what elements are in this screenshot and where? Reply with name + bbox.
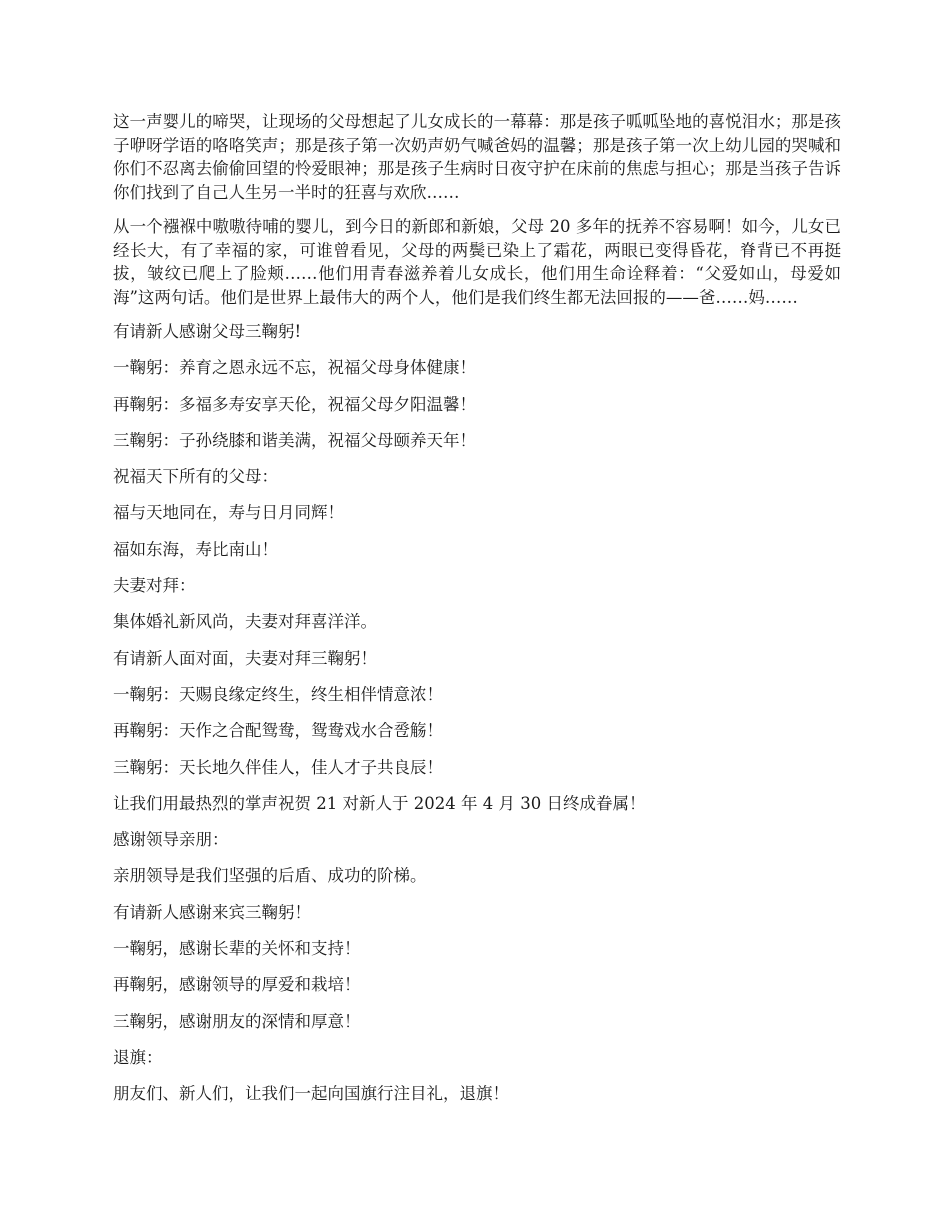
- section-heading: 退旗：: [113, 1047, 163, 1067]
- text-line: 集体婚礼新风尚，夫妻对拜喜洋洋。: [113, 612, 377, 632]
- text-line: 一鞠躬：天赐良缘定终生，终生相伴情意浓！: [113, 684, 443, 704]
- text-line: 有请新人感谢来宾三鞠躬！: [113, 902, 311, 922]
- section-heading: 夫妻对拜：: [113, 576, 196, 596]
- text-line: 福与天地同在，寿与日月同辉！: [113, 503, 344, 523]
- text-line: 朋友们、新人们，让我们一起向国旗行注目礼，退旗！: [113, 1084, 509, 1104]
- text-line: 再鞠躬：多福多寿安享天伦，祝福父母夕阳温馨！: [113, 394, 476, 414]
- text-line: 一鞠躬：养育之恩永远不忘，祝福父母身体健康！: [113, 358, 476, 378]
- text-line: 三鞠躬：子孙绕膝和谐美满，祝福父母颐养天年！: [113, 430, 476, 450]
- document-body: [113, 110, 841, 1119]
- text-line: 有请新人感谢父母三鞠躬!: [113, 322, 302, 341]
- paragraph-childhood-memories: 这一声婴儿的啼哭，让现场的父母想起了儿女成长的一幕幕：那是孩子呱呱坠地的喜悦泪水；那是孩子咿呀学语的咯咯笑声；那是孩子第一次奶声奶气喊爸妈的温馨；那是孩子第一次上幼儿园的哭喊和你们不忍离去偷偷回望的怜爱眼神；那是孩子生病时日夜守护在床前的焦虑与担心；那是当孩子告诉你们找到了自己人生另一半时的狂喜与欢欣……: [113, 112, 841, 202]
- text-line: 一鞠躬，感谢长辈的关怀和支持！: [113, 939, 361, 959]
- text-line: 有请新人面对面，夫妻对拜三鞠躬！: [113, 648, 377, 668]
- paragraph-parents-gratitude: 从一个襁褓中嗷嗷待哺的婴儿，到今日的新郎和新娘，父母 20 多年的抚养不容易啊！如今，儿女已经长大，有了幸福的家，可谁曾看见，父母的两鬓已染上了霜花，两眼已变得昏花，脊背已不再挺拔，皱纹已爬上了脸颊……他们用青春滋养着儿女成长，他们用生命诠释着：“父爱如山，母爱如海”这两句话。他们是世界上最伟大的两个人，他们是我们终生都无法回报的——爸……妈……: [113, 217, 841, 307]
- text-line: 三鞠躬：天长地久伴佳人，佳人才子共良辰！: [113, 757, 443, 777]
- text-line: 祝福天下所有的父母：: [113, 467, 278, 487]
- text-line: 亲朋领导是我们坚强的后盾、成功的阶梯。: [113, 866, 427, 886]
- text-line: 让我们用最热烈的掌声祝贺 21 对新人于 2024 年 4 月 30 日终成眷属！: [113, 793, 646, 813]
- section-heading: 感谢领导亲朋：: [113, 830, 229, 850]
- text-line: 三鞠躬，感谢朋友的深情和厚意！: [113, 1011, 361, 1031]
- text-line: 再鞠躬，感谢领导的厚爱和栽培！: [113, 975, 361, 995]
- text-line: 福如东海，寿比南山！: [113, 539, 278, 559]
- text-line: 再鞠躬：天作之合配鸳鸯，鸳鸯戏水合卺觞！: [113, 721, 443, 741]
